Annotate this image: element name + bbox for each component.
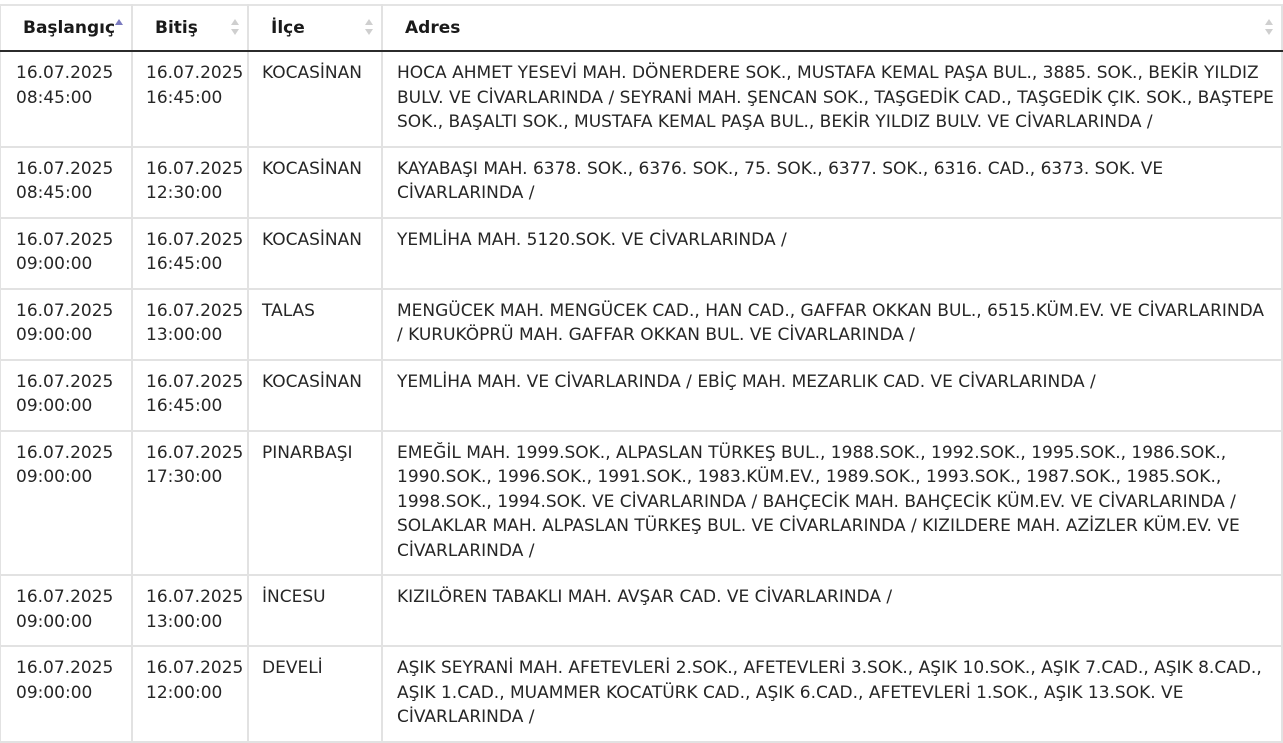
cell-baslangic <box>0 575 132 646</box>
end-date: 16.07.2025 <box>146 158 244 179</box>
end-time: 12:00:00 <box>146 682 223 703</box>
cell-adres: KAYABAŞI MAH. 6378. SOK., 6376. SOK., 75. SOK., 6377. SOK., 6316. CAD., 6373. SOK. VE CİVARLARINDA / <box>382 147 1282 218</box>
end-date: 16.07.2025 <box>146 658 244 678</box>
cell-bitis <box>132 575 248 646</box>
start-date: 16.07.2025 <box>16 158 114 179</box>
start-date: 16.07.2025 <box>16 229 114 250</box>
sort-both-icon <box>365 19 373 37</box>
cell-ilce: KOCASİNAN <box>248 360 382 431</box>
start-time: 09:00:00 <box>16 682 93 703</box>
end-time: 17:30:00 <box>146 467 223 487</box>
start-date: 16.07.2025 <box>16 371 114 392</box>
cell-bitis <box>132 646 248 742</box>
start-date: 16.07.2025 <box>16 442 114 463</box>
start-time: 08:45:00 <box>16 87 93 108</box>
sort-both-icon <box>231 19 239 37</box>
cell-ilce: PINARBAŞI <box>248 431 382 576</box>
column-header-ilce[interactable] <box>248 5 382 51</box>
end-time: 12:30:00 <box>146 183 223 203</box>
end-date: 16.07.2025 <box>146 587 244 607</box>
cell-ilce: KOCASİNAN <box>248 218 382 289</box>
sort-both-icon <box>1265 19 1273 37</box>
cell-adres: EMEĞİL MAH. 1999.SOK., ALPASLAN TÜRKEŞ BUL., 1988.SOK., 1992.SOK., 1995.SOK., 1986.SOK., 1990.SOK., 1996.SOK., 1991.SOK., 1983.KÜM.EV., 1989.SOK., 1993.SOK., 1987.SOK., 1985.SOK., 1998.SOK., 1994.SOK. VE CİVARLARINDA / BAHÇECİK MAH. BAHÇECİK KÜM.EV. VE CİVARLARINDA / SOLAKLAR MAH. ALPASLAN TÜRKEŞ BUL. VE CİVARLARINDA / KIZILDERE MAH. AZİZLER KÜM.EV. VE CİVARLARINDA / <box>382 431 1282 576</box>
cell-baslangic <box>0 431 132 576</box>
end-time: 16:45:00 <box>146 87 223 108</box>
end-date: 16.07.2025 <box>146 300 244 321</box>
column-header-label: Başlangıç <box>23 18 116 38</box>
cell-adres: YEMLİHA MAH. 5120.SOK. VE CİVARLARINDA / <box>382 218 1282 289</box>
cell-ilce: KOCASİNAN <box>248 51 382 147</box>
cell-adres: YEMLİHA MAH. VE CİVARLARINDA / EBİÇ MAH. MEZARLIK CAD. VE CİVARLARINDA / <box>382 360 1282 431</box>
table-row <box>0 147 1282 218</box>
start-date: 16.07.2025 <box>16 658 114 678</box>
cell-adres: HOCA AHMET YESEVİ MAH. DÖNERDERE SOK., MUSTAFA KEMAL PAŞA BUL., 3885. SOK., BEKİR YILDIZ BULV. VE CİVARLARINDA / SEYRANİ MAH. ŞENCAN SOK., TAŞGEDİK CAD., TAŞGEDİK ÇIK. SOK., BAŞTEPE SOK., BAŞALTI SOK., MUSTAFA KEMAL PAŞA BUL., BEKİR YILDIZ BULV. VE CİVARLARINDA / <box>382 51 1282 147</box>
cell-baslangic <box>0 646 132 742</box>
table-row <box>0 51 1282 147</box>
cell-bitis <box>132 289 248 360</box>
end-time: 16:45:00 <box>146 254 223 274</box>
start-time: 09:00:00 <box>16 325 93 345</box>
outage-table <box>0 4 1283 743</box>
column-header-bitis[interactable] <box>132 5 248 51</box>
table-row <box>0 431 1282 576</box>
end-date: 16.07.2025 <box>146 63 244 83</box>
start-time: 09:00:00 <box>16 611 93 632</box>
cell-baslangic <box>0 147 132 218</box>
cell-bitis <box>132 218 248 289</box>
cell-adres: AŞIK SEYRANİ MAH. AFETEVLERİ 2.SOK., AFETEVLERİ 3.SOK., AŞIK 10.SOK., AŞIK 7.CAD., AŞIK 8.CAD., AŞIK 1.CAD., MUAMMER KOCATÜRK CAD., AŞIK 6.CAD., AFETEVLERİ 1.SOK., AŞIK 13.SOK. VE CİVARLARINDA / <box>382 646 1282 742</box>
cell-baslangic <box>0 289 132 360</box>
start-date: 16.07.2025 <box>16 63 114 83</box>
column-header-label: Adres <box>405 18 461 38</box>
column-header-label: Bitiş <box>155 18 198 38</box>
cell-ilce: DEVELİ <box>248 646 382 742</box>
start-date: 16.07.2025 <box>16 300 114 321</box>
end-date: 16.07.2025 <box>146 371 244 392</box>
start-time: 09:00:00 <box>16 254 93 274</box>
table-row <box>0 360 1282 431</box>
column-header-label: İlçe <box>271 18 305 38</box>
table-row <box>0 289 1282 360</box>
start-time: 08:45:00 <box>16 183 93 203</box>
table-row <box>0 218 1282 289</box>
cell-adres: MENGÜCEK MAH. MENGÜCEK CAD., HAN CAD., GAFFAR OKKAN BUL., 6515.KÜM.EV. VE CİVARLARINDA / KURUKÖPRÜ MAH. GAFFAR OKKAN BUL. VE CİVARLARINDA / <box>382 289 1282 360</box>
cell-bitis <box>132 51 248 147</box>
table-row <box>0 646 1282 742</box>
end-time: 13:00:00 <box>146 325 223 345</box>
cell-bitis <box>132 360 248 431</box>
cell-baslangic <box>0 360 132 431</box>
table-header-row <box>0 5 1282 51</box>
table-row <box>0 575 1282 646</box>
cell-adres: KIZILÖREN TABAKLI MAH. AVŞAR CAD. VE CİVARLARINDA / <box>382 575 1282 646</box>
column-header-baslangic[interactable] <box>0 5 132 51</box>
column-header-adres[interactable] <box>382 5 1282 51</box>
cell-bitis <box>132 431 248 576</box>
cell-baslangic <box>0 51 132 147</box>
cell-bitis <box>132 147 248 218</box>
end-time: 13:00:00 <box>146 611 223 632</box>
start-time: 09:00:00 <box>16 467 93 487</box>
sort-ascending-icon <box>115 19 123 37</box>
end-date: 16.07.2025 <box>146 229 244 250</box>
start-time: 09:00:00 <box>16 396 93 416</box>
cell-ilce: KOCASİNAN <box>248 147 382 218</box>
cell-ilce: TALAS <box>248 289 382 360</box>
start-date: 16.07.2025 <box>16 587 114 607</box>
end-time: 16:45:00 <box>146 396 223 416</box>
end-date: 16.07.2025 <box>146 442 244 463</box>
cell-baslangic <box>0 218 132 289</box>
cell-ilce: İNCESU <box>248 575 382 646</box>
